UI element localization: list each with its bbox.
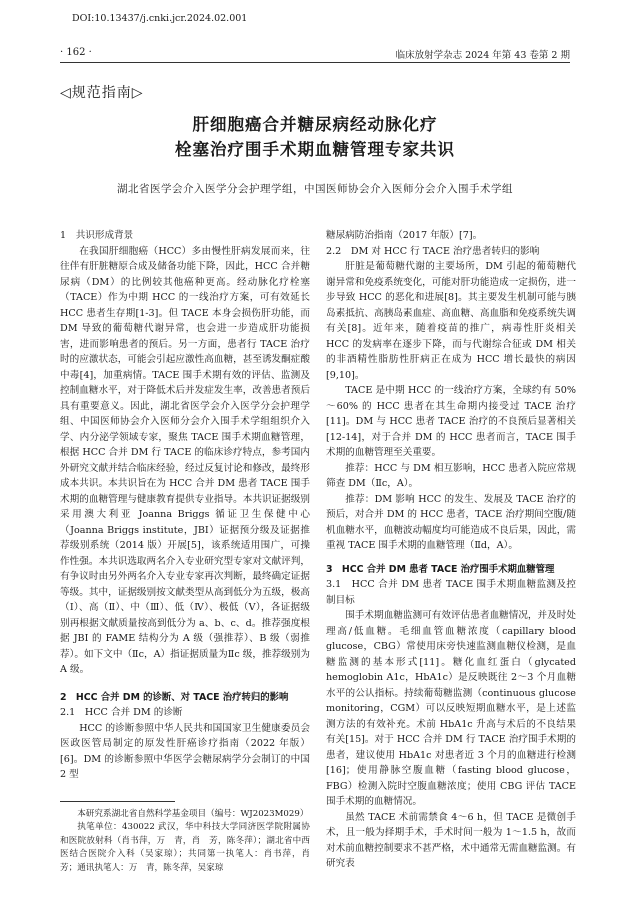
paragraph-monitoring-b: 虽然 TACE 术前需禁食 4～6 h，但 TACE 是微创手术，且一般为择期手术，手术时间一般为 1～1.5 h，故而对术前血糖控制要求不甚严格，术中通常无需血糖监测。有研究表 <box>326 811 576 869</box>
paragraph-dm-effect-b: TACE 是中期 HCC 的一线治疗方案，全球约有 50%～60% 的 HCC 患者在其生命期内接受过 TACE 治疗[11]。DM 与 HCC 患者 TACE 治疗的不良预后显著相关[12-14]，对于合并 DM 的 HCC 患者而言，TACE 围手术期的血糖管理至关重要。 <box>326 385 576 458</box>
footnote-funding: 本研究系湖北省自然科学基金项目（编号：WJ2023M029） <box>77 808 309 819</box>
paragraph-dm-effect-a: 肝脏是葡萄糖代谢的主要场所，DM 引起的葡萄糖代谢异常和免疫系统变化，可能对肝功能造成一定损伤，进一步导致 HCC 的恶化和进展[8]。其主要发生机制可能与胰岛素抵抗、高胰岛素血症、高血糖、高血脂和免疫系统失调有关[8]。近年来，随着疫苗的推广，病毒性肝炎相关 HCC 的发病率在逐步下降，而与代谢综合征或 DM 相关的非酒精性脂肪性肝病正在成为 HCC 增长最快的病因[9,10]。 <box>326 261 576 381</box>
journal-header: 临床放射学杂志 2024 年第 43 卷第 2 期 <box>395 50 570 61</box>
paragraph-diagnosis: HCC 的诊断参照中华人民共和国国家卫生健康委员会医政医管局制定的原发性肝癌诊疗指南（2022 年版）[6]。DM 的诊断参照中华医学会糖尿病学分会制订的中国 2 型 <box>60 722 310 780</box>
footnote-rule <box>60 801 175 802</box>
section-3-1-heading: 3.1 HCC 合并 DM 患者 TACE 围手术期血糖监测及控制目标 <box>326 579 576 606</box>
paragraph-background: 在我国肝细胞癌（HCC）多由慢性肝病发展而来，往往伴有肝脏糖原合成及储备功能下降，因此，HCC 合并糖尿病（DM）的比例较其他癌种更高。经动脉化疗栓塞（TACE）作为中期 HCC 的一线治疗方案，可有效延长 HCC 患者生存期[1-3]。但 TACE 本身会损伤肝功能，而 DM 导致的葡萄糖代谢异常，也会进一步造成肝功能损害，进而影响患者的预后。另一方面，患者行 TACE 治疗时的应激状态，可能会引起应激性高血糖，甚至诱发酮症酸中毒[4]，加重病情。TACE 围手术期有效的评估、监测及控制血糖水平，对于降低术后并发症发生率，改善患者预后具有重要意义。因此，湖北省医学会介入医学分会护理学组、中国医师协会介入医师分会介入围手术学组组织介入学、内分泌学领域专家，聚焦 TACE 围手术期血糖管理，根据 HCC 合并 DM 行 TACE 的临床诊疗特点，参考国内外研究文献并结合临床经验，经过反复讨论和修改，最终形成本共识。本共识旨在为 HCC 合并 DM 患者 TACE 围手术期的血糖管理与健康教育提供专业指导。本共识证据级别采用澳大利亚 Joanna Briggs 循证卫生保健中心（Joanna Briggs institute，JBI）证据预分级及证据推荐级别系统（2014 版）开展[5]，该系统适用围广，可操作性强。本共识选取两名介入专业研究型专家对文献评判，有争议时由另外两名介入专业专家再次判断，最终确定证据等级。其中，证据级别按文献类型从高到低分为五级，极高（Ⅰ）、高（Ⅱ）、中（Ⅲ）、低（Ⅳ）、极低（Ⅴ），各证据级别再根据文献质量按高到低分为 a、b、c、d。推荐强度根据 JBI 的 FAME 结构分为 A 级（强推荐）、B 级（弱推荐）。如下文中（Ⅱc，A）指证据质量为Ⅱc 级，推荐级别为 A 级。 <box>60 245 310 675</box>
page-number: · 162 · <box>60 47 92 58</box>
article-title-line2: 栓塞治疗围手术期血糖管理专家共识 <box>175 140 455 159</box>
paragraph-monitoring-a: 围手术期血糖监测可有效评估患者血糖情况，并及时处理高/低血糖。毛细血管血糖浓度（capillary blood glucose，CBG）常使用床旁快速监测血糖仪检测，是血糖监测的基本形式[11]。糖化血红蛋白（glycated hemoglobin A1c，HbA1c）是反映既往 2～3 个月血糖水平的公认指标。持续葡萄糖监测（continuous glucose monitoring，CGM）可以反映短期血糖水平，是上述监测方法的有效补充。术前 HbA1c 升高与术后的不良结果有关[15]。对于 HCC 合并 DM 行 TACE 治疗围手术期的患者，建议使用 HbA1c 对患者近 3 个月的血糖进行检测[16]；使用静脉空腹血糖（fasting blood glucose，FBG）检测入院时空腹血糖浓度；使用 CBG 评估 TACE 围手术期的血糖情况。 <box>326 610 576 807</box>
paragraph-continued: 糖尿病防治指南（2017 年版）[7]。 <box>326 230 483 241</box>
section-2-1-heading: 2.1 HCC 合并 DM 的诊断 <box>60 707 183 718</box>
authors: 湖北省医学会介入医学分会护理学组，中国医师协会介入医师分会介入围手术学组 <box>117 183 513 195</box>
recommendation-2: 推荐：DM 影响 HCC 的发生、发展及 TACE 治疗的预后，对合并 DM 的 HCC 患者，TACE 治疗期间空腹/随机血糖水平，血糖波动幅度均可能造成不良后果，因此，需重视 TACE 围手术期的血糖管理（Ⅱd，A）。 <box>326 493 576 551</box>
section-2-2-heading: 2.2 DM 对 HCC 行 TACE 治疗患者转归的影响 <box>326 245 540 257</box>
right-column <box>326 228 576 872</box>
section-3-heading: 3 HCC 合并 DM 患者 TACE 治疗围手术期血糖管理 <box>326 563 555 575</box>
section-2-heading: 2 HCC 合并 DM 的诊断、对 TACE 治疗转归的影响 <box>60 691 289 703</box>
left-column <box>60 228 319 875</box>
article-title-line1: 肝细胞癌合并糖尿病经动脉化疗 <box>192 115 438 134</box>
recommendation-1: 推荐：HCC 与 DM 相互影响，HCC 患者入院应常规筛查 DM（Ⅱc，A）。 <box>326 462 576 489</box>
header-rule <box>60 62 570 63</box>
doi-line: DOI:10.13437/j.cnki.jcr.2024.02.001 <box>72 13 248 24</box>
footnote-authors: 执笔单位：430022 武汉，华中科技大学同济医学院附属协和医院放射科（肖书萍，万 青，肖 芳，陈冬萍）；湖北省中西医结合医院介入科（吴家琼）；共同第一执笔人：肖书萍，肖 芳；通讯执笔人：万 青，陈冬萍，吴家琼 <box>60 822 319 873</box>
section-1-heading: 1 共识形成背景 <box>60 230 134 241</box>
section-tag: ◁规范指南▷ <box>60 85 144 101</box>
